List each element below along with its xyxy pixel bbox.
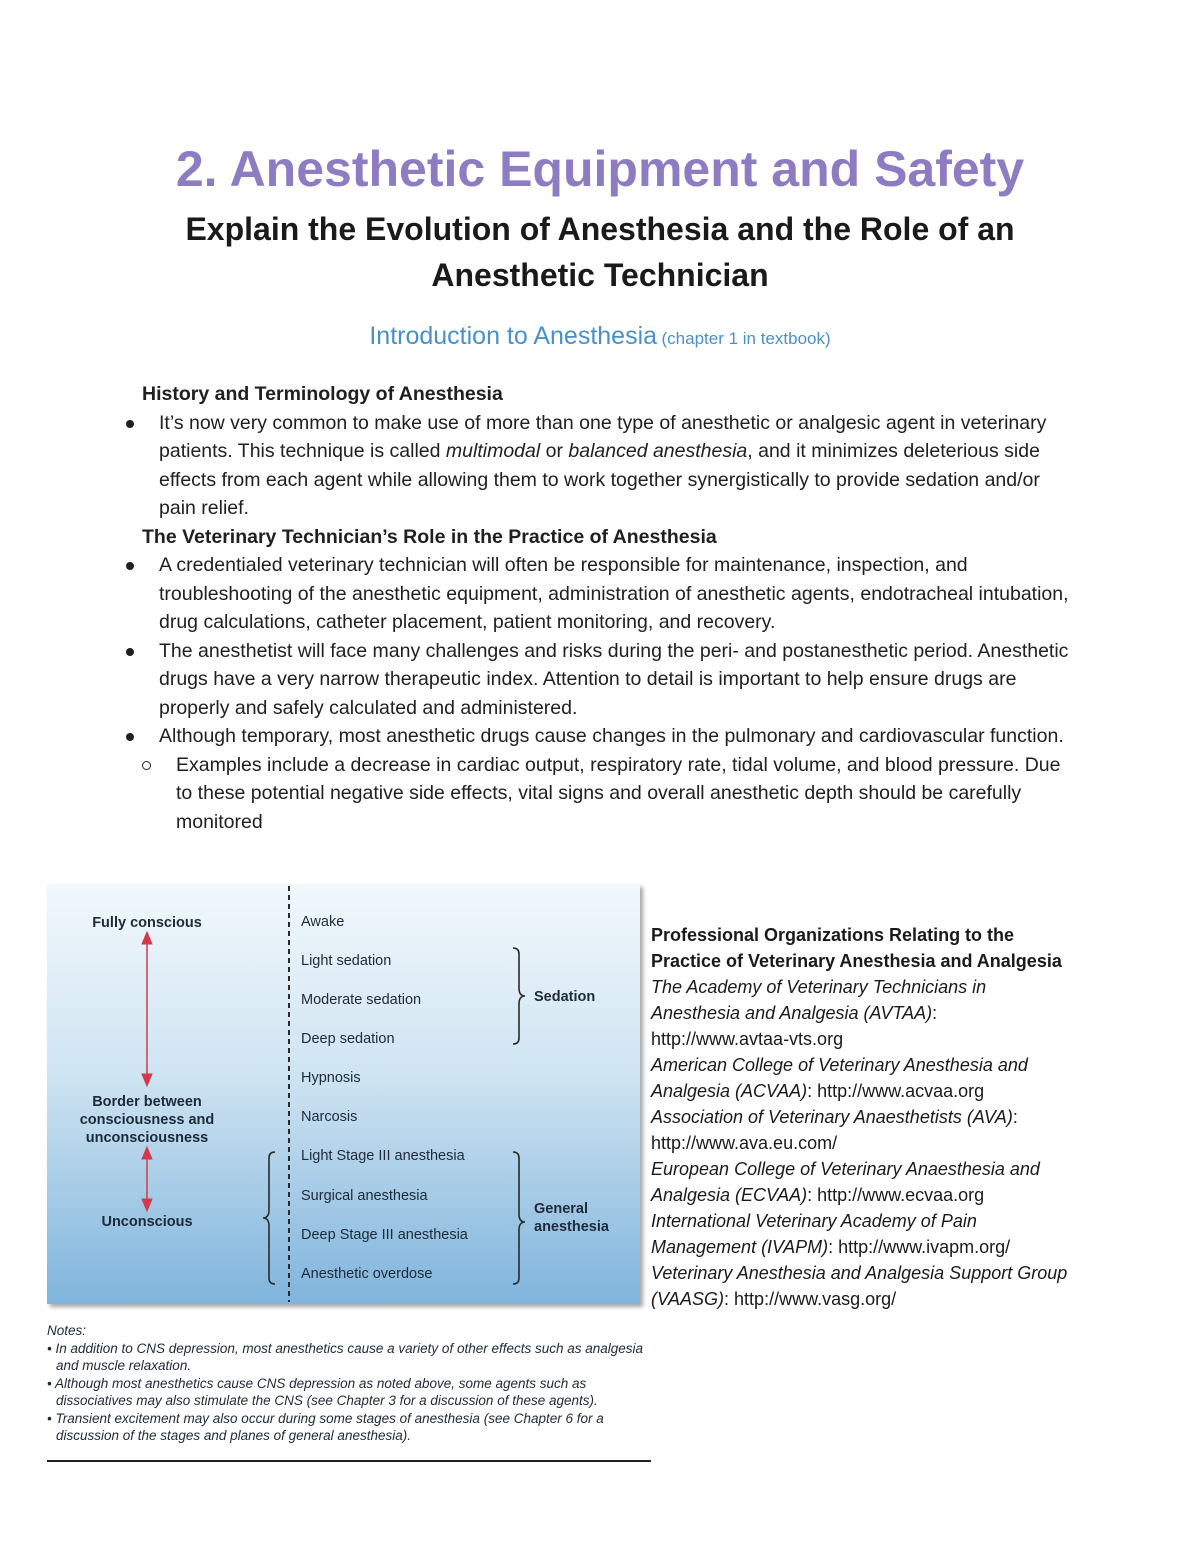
org-name: Veterinary Anesthesia and Analgesia Support Group (VAASG): [651, 1263, 1068, 1309]
role-list: [126, 551, 1076, 836]
org-entry: European College of Veterinary Anaesthesia and Analgesia (ECVAA): http://www.ecvaa.org: [651, 1159, 1040, 1205]
label-sedation: Sedation: [534, 989, 596, 1005]
history-list: [126, 409, 1076, 523]
stage-label: Deep Stage III anesthesia: [301, 1227, 468, 1243]
stage-label: Narcosis: [301, 1109, 358, 1125]
org-entry: The Academy of Veterinary Technicians in Anesthesia and Analgesia (AVTAA): http://www.avtaa-vts.org: [651, 977, 987, 1049]
history-text-3: , and it minimizes deleterious side effects from each agent while allowing them to work together synergistically to provide sedation and/or pain relief.: [159, 440, 1040, 519]
history-term-balanced: balanced anesthesia: [568, 440, 748, 462]
history-text-2: or: [540, 440, 569, 462]
stage-label: Moderate sedation: [301, 992, 422, 1008]
stage-label: Surgical anesthesia: [301, 1188, 428, 1204]
stage-label: Anesthetic overdose: [301, 1266, 433, 1282]
org-entry: Association of Veterinary Anaesthetists (AVA): http://www.ava.eu.com/: [651, 1107, 1018, 1153]
list-item: The anesthetist will face many challenges and risks during the peri- and postanesthetic period. Anesthetic drugs have a very narrow therapeutic index. Attention to detail is important to help ensure drugs are properly and safely calculated and administered.: [126, 637, 1076, 723]
stage-label: Awake: [301, 914, 345, 930]
stage-label: Light Stage III anesthesia: [301, 1148, 465, 1164]
label-border: Border between consciousness and unconsciousness: [79, 1094, 215, 1146]
org-link[interactable]: http://www.ivapm.org/: [838, 1237, 1011, 1257]
notes-title: Notes:: [47, 1323, 87, 1338]
org-entry: International Veterinary Academy of Pain Management (IVAPM): http://www.ivapm.org/: [651, 1211, 1011, 1257]
organizations-panel: [651, 922, 1071, 1312]
org-link[interactable]: http://www.ava.eu.com/: [651, 1133, 838, 1153]
stage-label: Light sedation: [301, 953, 392, 969]
label-fully-conscious: Fully conscious: [92, 915, 202, 931]
org-entry: American College of Veterinary Anesthesia and Analgesia (ACVAA): http://www.acvaa.org: [651, 1055, 1028, 1101]
sedation-brace: [513, 948, 525, 1044]
unconscious-brace: [263, 1152, 275, 1284]
history-heading: History and Terminology of Anesthesia: [142, 383, 503, 405]
stage-label: Deep sedation: [301, 1031, 395, 1047]
org-link[interactable]: http://www.avtaa-vts.org: [651, 1029, 844, 1049]
page-subtitle: Explain the Evolution of Anesthesia and the Role of an Anesthetic Technician: [185, 211, 1015, 293]
main-content: [126, 380, 1076, 836]
section-intro: [0, 322, 1200, 351]
label-unconscious: Unconscious: [101, 1214, 193, 1230]
label-general-anesthesia: General anesthesia: [534, 1201, 609, 1235]
note-item: • In addition to CNS depression, most anesthetics cause a variety of other effects such as analgesia and muscle relaxation.: [47, 1340, 647, 1375]
sub-list-item: Examples include a decrease in cardiac output, respiratory rate, tidal volume, and blood pressure. Due to these potential negative side effects, vital signs and overall anesthetic depth should be carefully monitored: [126, 751, 1076, 837]
role-heading: The Veterinary Technician’s Role in the Practice of Anesthesia: [142, 525, 717, 548]
note-item: • Although most anesthetics cause CNS depression as noted above, some agents such as dissociatives may also stimulate the CNS (see Chapter 3 for a discussion of these agents).: [47, 1375, 647, 1410]
depth-diagram: [47, 884, 640, 1304]
organizations-heading: Professional Organizations Relating to the Practice of Veterinary Anesthesia and Analgesia: [651, 925, 1062, 971]
notes-list: [47, 1340, 647, 1445]
org-name: Association of Veterinary Anaesthetists (AVA): [651, 1107, 1013, 1127]
org-name: European College of Veterinary Anaesthesia and Analgesia (ECVAA): [651, 1159, 1040, 1205]
org-link[interactable]: http://www.acvaa.org: [817, 1081, 985, 1101]
list-item: Although temporary, most anesthetic drugs cause changes in the pulmonary and cardiovascular function.: [126, 722, 1076, 751]
intro-note: (chapter 1 in textbook): [661, 329, 831, 348]
anesthesia-depth-figure: [47, 884, 651, 1466]
arrow-upper: [142, 932, 152, 1086]
org-name: International Veterinary Academy of Pain Management (IVAPM): [651, 1211, 977, 1257]
intro-title: Introduction to Anesthesia: [369, 322, 658, 350]
org-entry: Veterinary Anesthesia and Analgesia Support Group (VAASG): http://www.vasg.org/: [651, 1263, 1068, 1309]
list-item: A credentialed veterinary technician will often be responsible for maintenance, inspection, and troubleshooting of the anesthetic equipment, administration of anesthetic agents, endotracheal intubation, drug calculations, catheter placement, patient monitoring, and recovery.: [126, 551, 1076, 637]
stage-label: Hypnosis: [301, 1070, 361, 1086]
note-item: • Transient excitement may also occur during some stages of anesthesia (see Chapter 6 for a discussion of the stages and planes of general anesthesia).: [47, 1410, 647, 1445]
figure-bottom-rule: [47, 1460, 651, 1462]
general-brace: [513, 1152, 525, 1284]
org-name: American College of Veterinary Anesthesia and Analgesia (ACVAA): [651, 1055, 1028, 1101]
list-item: [126, 409, 1076, 523]
page-title: 2. Anesthetic Equipment and Safety: [175, 141, 1025, 197]
figure-notes: [47, 1322, 647, 1445]
org-link[interactable]: http://www.vasg.org/: [734, 1289, 897, 1309]
org-link[interactable]: http://www.ecvaa.org: [817, 1185, 985, 1205]
org-name: The Academy of Veterinary Technicians in Anesthesia and Analgesia (AVTAA): [651, 977, 987, 1023]
arrow-lower: [142, 1147, 152, 1211]
history-text-1: It’s now very common to make use of more than one type of anesthetic or analgesic agent in veterinary patients. This technique is called: [159, 411, 1047, 462]
history-term-multimodal: multimodal: [445, 440, 541, 462]
